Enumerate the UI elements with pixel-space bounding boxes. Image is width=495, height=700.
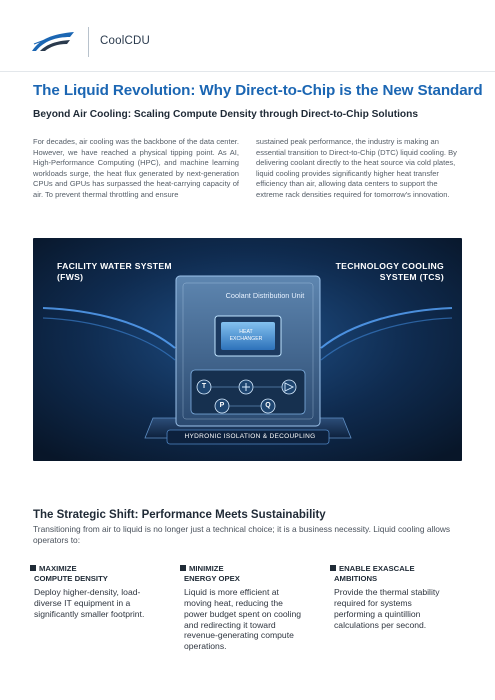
pillar-compute-density xyxy=(30,564,155,620)
pillar-heading xyxy=(30,564,155,583)
gauge-t-label: T xyxy=(201,383,207,390)
hydronic-label: HYDRONIC ISOLATION & DECOUPLING xyxy=(184,433,316,440)
intro-column-left: For decades, air cooling was the backbone of the data center. However, we have reached a physical tipping point. As AI, High-Performance Computing (HPC), and machine learning workloads surge, the heat flux generated by next-generation CPUs and GPUs has surpassed the heat-carrying capacity of air. To prevent thermal throttling and ensure xyxy=(33,137,239,199)
pillar-heading-line1: MINIMIZE xyxy=(189,564,224,573)
square-bullet-icon xyxy=(180,565,186,571)
pillar-text: Liquid is more efficient at moving heat, reducing the power budget spent on cooling and redirecting it toward revenue-generating compute operations. xyxy=(184,587,302,652)
cdu-label: Coolant Distribution Unit xyxy=(225,291,305,300)
intro-column-right: sustained peak performance, the industry is making an essential transition to Direct-to-Chip (DTC) liquid cooling. By delivering coolant directly to the heat source via cold plates, liquid cooling provides significantly higher heat transfer efficiency than air, allowing data centers to support the extreme rack densities required for tomorrow's innovation. xyxy=(256,137,457,199)
pillar-heading-line2: COMPUTE DENSITY xyxy=(34,573,108,583)
pillar-heading-line1: MAXIMIZE xyxy=(39,564,77,573)
page-subtitle: Beyond Air Cooling: Scaling Compute Density through Direct-to-Chip Solutions xyxy=(33,109,419,120)
square-bullet-icon xyxy=(30,565,36,571)
heat-exchanger-label: HEAT EXCHANGER xyxy=(229,329,263,342)
square-bullet-icon xyxy=(330,565,336,571)
gauge-p-label: P xyxy=(219,402,225,409)
pillar-heading xyxy=(180,564,305,583)
fws-label: FACILITY WATER SYSTEM (FWS) xyxy=(57,261,172,282)
page-header xyxy=(30,25,470,61)
pillar-text: Provide the thermal stability required for systems performing a quintillion calculations per second. xyxy=(334,587,440,630)
header-divider xyxy=(88,27,89,57)
brand-name: CoolCDU xyxy=(100,35,150,47)
section-title: The Strategic Shift: Performance Meets Sustainability xyxy=(33,509,326,521)
coolcdu-logo-icon xyxy=(30,29,76,55)
cdu-illustration xyxy=(33,238,462,461)
page-title: The Liquid Revolution: Why Direct-to-Chip is the New Standard xyxy=(33,82,483,99)
pillar-heading xyxy=(330,564,455,583)
pillar-heading-line1: ENABLE EXASCALE xyxy=(339,564,415,573)
header-rule xyxy=(0,71,495,72)
tcs-label: TECHNOLOGY COOLING SYSTEM (TCS) xyxy=(335,261,444,282)
section-body: Transitioning from air to liquid is no longer just a technical choice; it is a business necessity. Liquid cooling allows operators to: xyxy=(33,524,451,545)
pillar-text: Deploy higher-density, load-diverse IT equipment in a significantly smaller footprint. xyxy=(34,587,145,619)
pillar-heading-line2: ENERGY OPEX xyxy=(184,573,240,583)
pillar-energy-opex xyxy=(180,564,305,652)
pillar-heading-line2: AMBITIONS xyxy=(334,573,378,583)
pillar-exascale xyxy=(330,564,455,630)
gauge-q-label: Q xyxy=(265,402,271,409)
